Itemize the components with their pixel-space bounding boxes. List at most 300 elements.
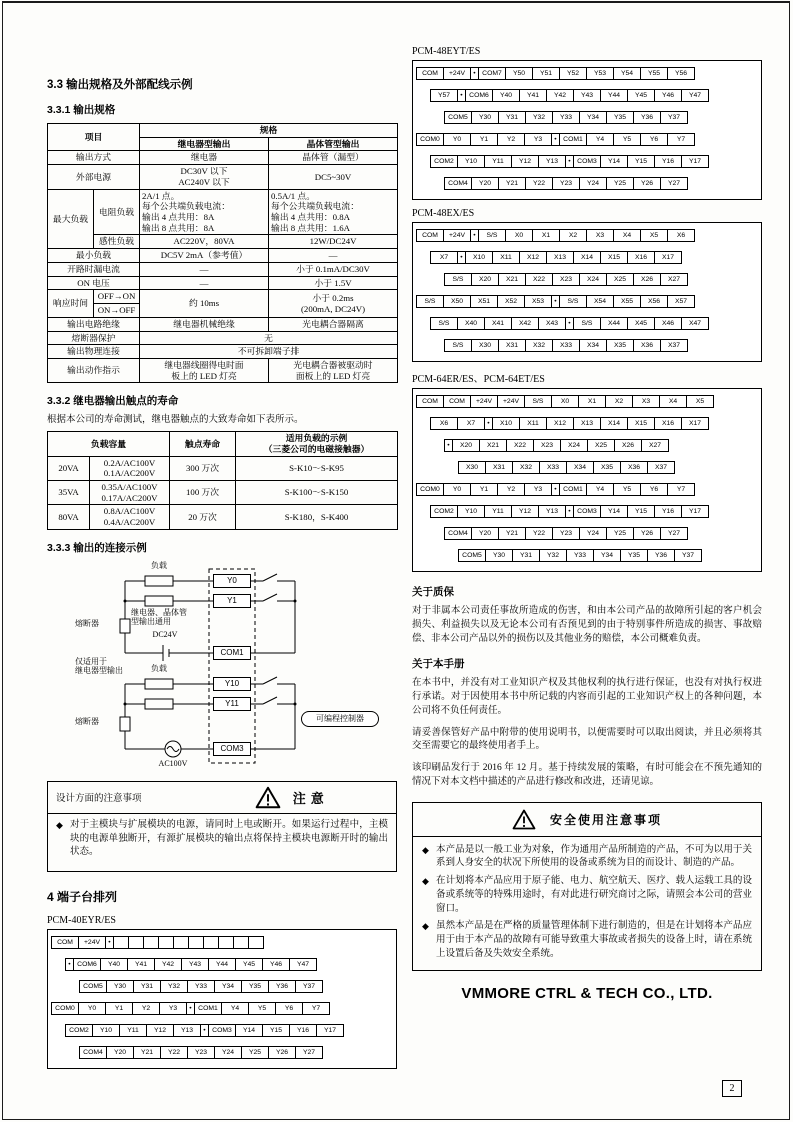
terminal-cell: Y33 xyxy=(187,980,215,993)
terminal-cell: S/S xyxy=(478,229,506,242)
table-row xyxy=(48,290,398,304)
terminal-row xyxy=(430,155,758,168)
terminal-cell: Y21 xyxy=(133,1046,161,1059)
terminal-cell: X22 xyxy=(506,439,534,452)
table-cell: 开路时漏电流 xyxy=(48,262,140,276)
caution-bullets xyxy=(48,814,396,871)
terminal-diagram-pcm-48eyt xyxy=(412,60,762,200)
life-table-intro: 根据本公司的寿命测试，继电器触点的大致寿命如下表所示。 xyxy=(47,415,304,426)
terminal-cell: Y30 xyxy=(485,549,513,562)
terminal-cell: X7 xyxy=(430,251,458,264)
terminal-cell: Y12 xyxy=(511,155,539,168)
bullet-text: 在计划将本产品应用于原子能、电力、航空航天、医疗、载人运载工具的设备或系统等的特殊用途时，有对此进行研究商讨之际，请照会本公司的营业窗口。 xyxy=(436,876,752,914)
terminal-cell: Y4 xyxy=(586,133,614,146)
terminal-cell: X45 xyxy=(627,317,655,330)
terminal-cell: X12 xyxy=(519,251,547,264)
terminal-cell: Y24 xyxy=(214,1046,242,1059)
terminal-cell: Y32 xyxy=(160,980,188,993)
terminal-cell: X56 xyxy=(640,295,668,308)
terminal-cell: Y25 xyxy=(241,1046,269,1059)
terminal-cell: X26 xyxy=(633,273,661,286)
terminal-cell: Y7 xyxy=(667,133,695,146)
dc24v-label: DC24V xyxy=(152,629,178,639)
terminal-row xyxy=(416,483,758,496)
terminal-cell: Y33 xyxy=(566,549,594,562)
terminal-cell: COM7 xyxy=(478,67,506,80)
terminal-cell: X15 xyxy=(627,417,655,430)
terminal-cell: X13 xyxy=(573,417,601,430)
terminal-cell: Y26 xyxy=(268,1046,296,1059)
terminal-cell-empty xyxy=(128,936,144,949)
terminal-cell: X24 xyxy=(560,439,588,452)
table-cell: 继电器机械绝缘 xyxy=(140,317,269,331)
terminal-cell: S/S xyxy=(430,317,458,330)
terminal-row xyxy=(444,273,758,286)
terminal-cell: Y0 xyxy=(443,483,471,496)
terminal-cell: X16 xyxy=(654,417,682,430)
terminal-cell: +24V xyxy=(443,229,471,242)
paragraph: 该印刷品发行于 2016 年 12 月。基于持续发展的策略，有时可能会在不预先通知的情况下对本文档中描述的产品进行修改和改进，还请见谅。 xyxy=(412,763,762,787)
relay-life-table xyxy=(47,431,398,530)
terminal-cell: COM6 xyxy=(73,958,101,971)
terminal-row xyxy=(79,980,393,993)
terminal-cell: Y1 xyxy=(470,483,498,496)
terminal-cell: Y17 xyxy=(681,155,709,168)
terminal-cell: Y36 xyxy=(633,111,661,124)
terminal-cell: Y17 xyxy=(316,1024,344,1037)
terminal-cell: X10 xyxy=(465,251,493,264)
terminal-cell: Y7 xyxy=(667,483,695,496)
table-row xyxy=(48,165,398,189)
terminal-cell: Y15 xyxy=(627,155,655,168)
safety-bullets xyxy=(413,837,761,970)
terminal-cell: X40 xyxy=(457,317,485,330)
warning-triangle-icon xyxy=(255,786,281,809)
table-cell: 2A/1 点。 每个公共端负载电流： 输出 4 点共用：8A 输出 8 点共用：8A xyxy=(140,189,269,235)
terminal-cell: Y14 xyxy=(600,505,628,518)
terminal-cell: X23 xyxy=(552,273,580,286)
terminal-cell: COM5 xyxy=(458,549,486,562)
table-cell: DC30V 以下 AC240V 以下 xyxy=(140,165,269,189)
bullet-item xyxy=(422,844,752,872)
table-cell: 20VA xyxy=(48,456,90,480)
table-cell: S-K100～S-K150 xyxy=(236,481,398,505)
terminal-cell: X1 xyxy=(532,229,560,242)
paragraph: 在本书中，并没有对工业知识产权及其他权利的执行进行保证，也没有对执行权进行承诺。对于因使用本书中所记载的内容而引起的工业知识产权上的各种问题，本公司将不负任何责任。 xyxy=(412,678,762,716)
terminal-cell: • xyxy=(551,295,560,308)
safety-notice-box xyxy=(412,802,762,971)
terminal-cell: X27 xyxy=(660,273,688,286)
terminal-cell: COM0 xyxy=(416,133,444,146)
terminal-cell: X17 xyxy=(681,417,709,430)
terminal-cell: Y24 xyxy=(579,177,607,190)
table-cell: 继电器线圈得电时面 板上的 LED 灯亮 xyxy=(140,358,269,382)
terminal-cell: Y3 xyxy=(159,1002,187,1015)
terminal-cell: X50 xyxy=(443,295,471,308)
common-output-note: 继电器、晶体管 型输出通用 xyxy=(131,607,187,627)
terminal-cell: S/S xyxy=(524,395,552,408)
bullet-item xyxy=(56,819,388,860)
terminal-cell: Y35 xyxy=(606,111,634,124)
table-cell: 规格 xyxy=(140,124,398,138)
terminal-cell: Y2 xyxy=(497,133,525,146)
terminal-cell: X41 xyxy=(484,317,512,330)
terminal-cell: S/S xyxy=(416,295,444,308)
terminal-cell: Y36 xyxy=(268,980,296,993)
terminal-cell: COM1 xyxy=(559,133,587,146)
terminal-cell: Y31 xyxy=(498,111,526,124)
terminal-cell: Y32 xyxy=(525,111,553,124)
output-spec-table xyxy=(47,123,398,383)
terminal-cell: Y0 xyxy=(78,1002,106,1015)
caution-word: 注意 xyxy=(292,790,329,806)
terminal-cell: Y3 xyxy=(524,483,552,496)
terminal-cell: Y2 xyxy=(132,1002,160,1015)
terminal-cell: X46 xyxy=(654,317,682,330)
table-cell: 晶体管型输出 xyxy=(269,137,398,151)
terminal-cell: Y42 xyxy=(546,89,574,102)
terminal-cell: COM5 xyxy=(444,111,472,124)
table-cell: AC220V，80VA xyxy=(140,235,269,249)
table-row xyxy=(48,456,398,480)
terminal-cell: COM xyxy=(51,936,79,949)
terminal-cell: X14 xyxy=(600,417,628,430)
terminal-cell: Y45 xyxy=(627,89,655,102)
bullet-text: 对于主模块与扩展模块的电源，请同时上电或断开。如果运行过程中，主模块的电源单独断开，有源扩展模块的输出点将保持主模块电源断开时的输出状态。 xyxy=(70,819,388,858)
terminal-cell: X47 xyxy=(681,317,709,330)
table-cell: 不可拆卸端子排 xyxy=(140,345,398,359)
table-cell: 最小负载 xyxy=(48,249,140,263)
terminal-cell: Y15 xyxy=(627,505,655,518)
ac100v-label: AC100V xyxy=(158,758,188,768)
terminal-cell: X36 xyxy=(633,339,661,352)
terminal-cell: • xyxy=(551,133,560,146)
terminal-row xyxy=(444,339,758,352)
terminal-cell: • xyxy=(470,229,479,242)
terminal-cell: +24V xyxy=(443,67,471,80)
terminal-cell: X13 xyxy=(546,251,574,264)
terminal-cell: Y1 xyxy=(470,133,498,146)
terminal-cell-empty xyxy=(248,936,264,949)
table-cell: 光电耦合器被驱动时 面板上的 LED 灯亮 xyxy=(269,358,398,382)
terminal-cell: Y16 xyxy=(654,155,682,168)
table-cell: 300 万次 xyxy=(170,456,236,480)
terminal-cell: X3 xyxy=(632,395,660,408)
terminal-cell: Y55 xyxy=(640,67,668,80)
terminal-row xyxy=(458,461,758,474)
table-cell: 0.8A/AC100V 0.4A/AC200V xyxy=(90,505,170,529)
terminal-row xyxy=(416,229,758,242)
terminal-y11: Y11 xyxy=(213,697,251,711)
terminal-cell: Y43 xyxy=(573,89,601,102)
table-row xyxy=(48,505,398,529)
terminal-cell: • xyxy=(200,1024,209,1037)
table-row xyxy=(48,249,398,263)
fuse-label-top: 熔断器 xyxy=(75,618,99,628)
terminal-cell: Y31 xyxy=(512,549,540,562)
terminal-cell: X0 xyxy=(505,229,533,242)
terminal-cell: Y16 xyxy=(654,505,682,518)
terminal-cell: COM0 xyxy=(51,1002,79,1015)
terminal-cell: X11 xyxy=(492,251,520,264)
terminal-cell: S/S xyxy=(559,295,587,308)
terminal-cell: COM3 xyxy=(573,155,601,168)
terminal-cell: COM4 xyxy=(79,1046,107,1059)
model-label-pcm-40eyr: PCM-40EYR/ES xyxy=(47,915,116,927)
terminal-cell: Y56 xyxy=(667,67,695,80)
terminal-row xyxy=(430,251,758,264)
terminal-cell: X33 xyxy=(539,461,567,474)
terminal-cell: X26 xyxy=(614,439,642,452)
terminal-cell: Y17 xyxy=(681,505,709,518)
terminal-cell: X14 xyxy=(573,251,601,264)
terminal-cell: X33 xyxy=(552,339,580,352)
table-cell: 0.5A/1 点。 每个公共端负载电流： 输出 4 点共用：0.8A 输出 8 点共用：1.6A xyxy=(269,189,398,235)
terminal-cell: Y52 xyxy=(559,67,587,80)
terminal-cell: Y30 xyxy=(106,980,134,993)
terminal-cell: • xyxy=(457,251,466,264)
terminal-cell: X35 xyxy=(593,461,621,474)
terminal-cell: Y22 xyxy=(525,177,553,190)
table-cell: 输出动作指示 xyxy=(48,358,140,382)
terminal-cell: Y37 xyxy=(674,549,702,562)
terminal-cell: X53 xyxy=(524,295,552,308)
table-cell: 触点寿命 xyxy=(170,432,236,456)
table-cell: 0.2A/AC100V 0.1A/AC200V xyxy=(90,456,170,480)
table-cell: 晶体管（漏型） xyxy=(269,151,398,165)
table-cell: 约 10ms xyxy=(140,290,269,317)
terminal-cell: Y31 xyxy=(133,980,161,993)
section-3-3-2-heading: 3.3.2 继电器输出触点的寿命 xyxy=(47,395,179,408)
terminal-cell: X4 xyxy=(613,229,641,242)
table-cell: 80VA xyxy=(48,505,90,529)
terminal-cell: COM1 xyxy=(559,483,587,496)
terminal-cell: Y2 xyxy=(497,483,525,496)
terminal-cell-empty xyxy=(143,936,159,949)
terminal-cell: X25 xyxy=(606,273,634,286)
table-row xyxy=(48,432,398,456)
terminal-cell: Y14 xyxy=(600,155,628,168)
load-label-bottom: 负载 xyxy=(151,663,167,673)
terminal-cell: +24V xyxy=(497,395,525,408)
terminal-cell: X57 xyxy=(667,295,695,308)
terminal-cell: Y20 xyxy=(471,527,499,540)
terminal-cell: Y25 xyxy=(606,177,634,190)
table-cell: OFF→ON xyxy=(94,290,140,304)
terminal-cell: Y3 xyxy=(524,133,552,146)
bullet-item xyxy=(422,920,752,961)
model-label-pcm-48eyt: PCM-48EYT/ES xyxy=(412,46,481,57)
terminal-cell: S/S xyxy=(444,339,472,352)
table-cell: 最大负载 xyxy=(48,189,94,249)
terminal-cell-empty xyxy=(173,936,189,949)
bullet-text: 虽然本产品是在严格的质量管理体制下进行制造的，但是在计划将本产品应用于由于本产品的故障有可能导致重大事故或者损失的设备上时，请在系统上设置后备及失效安全系统。 xyxy=(436,921,752,960)
terminal-cell: Y1 xyxy=(105,1002,133,1015)
terminal-cell: X6 xyxy=(430,417,458,430)
terminal-cell: COM1 xyxy=(194,1002,222,1015)
terminal-cell: COM xyxy=(416,395,444,408)
terminal-row xyxy=(458,549,758,562)
model-label-pcm-64er: PCM-64ER/ES、PCM-64ET/ES xyxy=(412,374,545,385)
terminal-cell: X2 xyxy=(559,229,587,242)
table-cell: S-K180，S-K400 xyxy=(236,505,398,529)
terminal-cell: X51 xyxy=(470,295,498,308)
terminal-cell: COM2 xyxy=(430,505,458,518)
terminal-cell: Y35 xyxy=(620,549,648,562)
terminal-cell: X30 xyxy=(471,339,499,352)
terminal-row xyxy=(430,317,758,330)
terminal-cell: • xyxy=(444,439,453,452)
table-cell: 熔断器保护 xyxy=(48,331,140,345)
table-cell: 感性负载 xyxy=(94,235,140,249)
terminal-cell: Y6 xyxy=(275,1002,303,1015)
terminal-cell: X34 xyxy=(579,339,607,352)
terminal-cell: COM6 xyxy=(465,89,493,102)
terminal-cell: X34 xyxy=(566,461,594,474)
table-cell: — xyxy=(140,262,269,276)
terminal-cell: Y44 xyxy=(208,958,236,971)
terminal-cell: Y5 xyxy=(248,1002,276,1015)
section-3-3-1-heading: 3.3.1 输出规格 xyxy=(47,104,116,116)
terminal-cell: Y40 xyxy=(100,958,128,971)
terminal-cell: Y20 xyxy=(106,1046,134,1059)
terminal-cell: X37 xyxy=(660,339,688,352)
terminal-com1: COM1 xyxy=(213,646,251,660)
safety-header xyxy=(413,803,761,837)
table-cell: ON→OFF xyxy=(94,304,140,318)
terminal-cell: Y45 xyxy=(235,958,263,971)
relay-only-note: 仅适用于 继电器型输出 xyxy=(75,656,123,676)
table-row xyxy=(48,358,398,382)
terminal-cell: X44 xyxy=(600,317,628,330)
table-cell: 35VA xyxy=(48,481,90,505)
spec-table-body xyxy=(48,124,398,383)
terminal-cell: Y23 xyxy=(552,177,580,190)
terminal-cell-empty xyxy=(188,936,204,949)
terminal-y10: Y10 xyxy=(213,677,251,691)
right-column xyxy=(412,46,762,1002)
terminal-cell: • xyxy=(105,936,114,949)
terminal-cell: +24V xyxy=(470,395,498,408)
terminal-cell: Y41 xyxy=(519,89,547,102)
terminal-row xyxy=(51,936,393,949)
terminal-cell: Y34 xyxy=(579,111,607,124)
terminal-row xyxy=(430,417,758,430)
terminal-cell: COM4 xyxy=(444,177,472,190)
terminal-cell: Y11 xyxy=(484,155,512,168)
terminal-cell: Y33 xyxy=(552,111,580,124)
table-cell: 适用负载的示例 （三菱公司的电磁接触器） xyxy=(236,432,398,456)
terminal-cell: • xyxy=(484,417,493,430)
section-4-heading: 4 端子台排列 xyxy=(47,890,118,905)
terminal-cell: • xyxy=(470,67,479,80)
terminal-cell: Y27 xyxy=(660,177,688,190)
terminal-cell: Y50 xyxy=(505,67,533,80)
table-row xyxy=(48,331,398,345)
terminal-cell: Y42 xyxy=(154,958,182,971)
table-row xyxy=(48,317,398,331)
terminal-y1: Y1 xyxy=(213,594,251,608)
terminal-cell: COM0 xyxy=(416,483,444,496)
terminal-cell: X37 xyxy=(647,461,675,474)
output-wiring-diagram xyxy=(73,561,385,773)
terminal-cell: COM xyxy=(416,229,444,242)
terminal-cell: X36 xyxy=(620,461,648,474)
terminal-cell: X5 xyxy=(686,395,714,408)
terminal-row xyxy=(79,1046,393,1059)
terminal-cell: X55 xyxy=(613,295,641,308)
bullet-text: 本产品是以一般工业为对象，作为通用产品所制造的产品，不可为以用于关系到人身安全的状况下所使用的设备或系统为目的而设计、制造的产品。 xyxy=(436,844,752,869)
terminal-com3: COM3 xyxy=(213,742,251,756)
terminal-cell: Y41 xyxy=(127,958,155,971)
section-3-3-heading: 3.3 输出规格及外部配线示例 xyxy=(47,79,193,91)
terminal-cell: X23 xyxy=(533,439,561,452)
terminal-cell: COM4 xyxy=(444,527,472,540)
paragraph: 请妥善保管好产品中附带的使用说明书，以便需要时可以取出阅读，并且必须将其交至需要它的最终使用者手上。 xyxy=(412,727,762,752)
terminal-cell: X5 xyxy=(640,229,668,242)
table-row xyxy=(48,262,398,276)
table-cell: 继电器型输出 xyxy=(140,137,269,151)
terminal-cell: X15 xyxy=(600,251,628,264)
terminal-cell: Y6 xyxy=(640,133,668,146)
terminal-cell: Y10 xyxy=(457,155,485,168)
terminal-cell: Y32 xyxy=(539,549,567,562)
terminal-row xyxy=(416,295,758,308)
table-cell: 20 万次 xyxy=(170,505,236,529)
terminal-cell: COM3 xyxy=(573,505,601,518)
section-3-3-3-heading: 3.3.3 输出的连接示例 xyxy=(47,541,147,554)
terminal-cell: COM5 xyxy=(79,980,107,993)
caution-title-group xyxy=(195,786,388,809)
manual-heading: 关于本手册 xyxy=(412,659,465,671)
terminal-cell: +24V xyxy=(78,936,106,949)
terminal-cell: X4 xyxy=(659,395,687,408)
terminal-cell: Y43 xyxy=(181,958,209,971)
terminal-cell: Y6 xyxy=(640,483,668,496)
bullet-item xyxy=(422,875,752,916)
terminal-cell: Y22 xyxy=(160,1046,188,1059)
terminal-cell: Y16 xyxy=(289,1024,317,1037)
terminal-cell: Y35 xyxy=(241,980,269,993)
terminal-row xyxy=(51,1002,393,1015)
terminal-cell: • xyxy=(65,958,74,971)
terminal-diagram-pcm-40eyr xyxy=(47,929,397,1069)
terminal-cell: Y7 xyxy=(302,1002,330,1015)
terminal-cell: • xyxy=(186,1002,195,1015)
terminal-cell: X3 xyxy=(586,229,614,242)
terminal-cell: COM xyxy=(416,67,444,80)
terminal-cell: Y34 xyxy=(214,980,242,993)
terminal-cell: X54 xyxy=(586,295,614,308)
load-label-top: 负载 xyxy=(151,560,167,570)
terminal-cell: COM2 xyxy=(65,1024,93,1037)
terminal-cell: Y13 xyxy=(538,505,566,518)
table-cell: 项目 xyxy=(48,124,140,151)
left-column xyxy=(47,76,397,1069)
table-row xyxy=(48,124,398,138)
terminal-cell: Y21 xyxy=(498,527,526,540)
table-row xyxy=(48,189,398,235)
terminal-cell: Y57 xyxy=(430,89,458,102)
terminal-y0: Y0 xyxy=(213,574,251,588)
table-cell: 电阻负载 xyxy=(94,189,140,235)
terminal-cell: X12 xyxy=(546,417,574,430)
terminal-cell: X52 xyxy=(497,295,525,308)
terminal-cell: Y14 xyxy=(235,1024,263,1037)
terminal-row xyxy=(65,1024,393,1037)
table-cell: DC5V 2mA（参考值） xyxy=(140,249,269,263)
terminal-cell: X43 xyxy=(538,317,566,330)
